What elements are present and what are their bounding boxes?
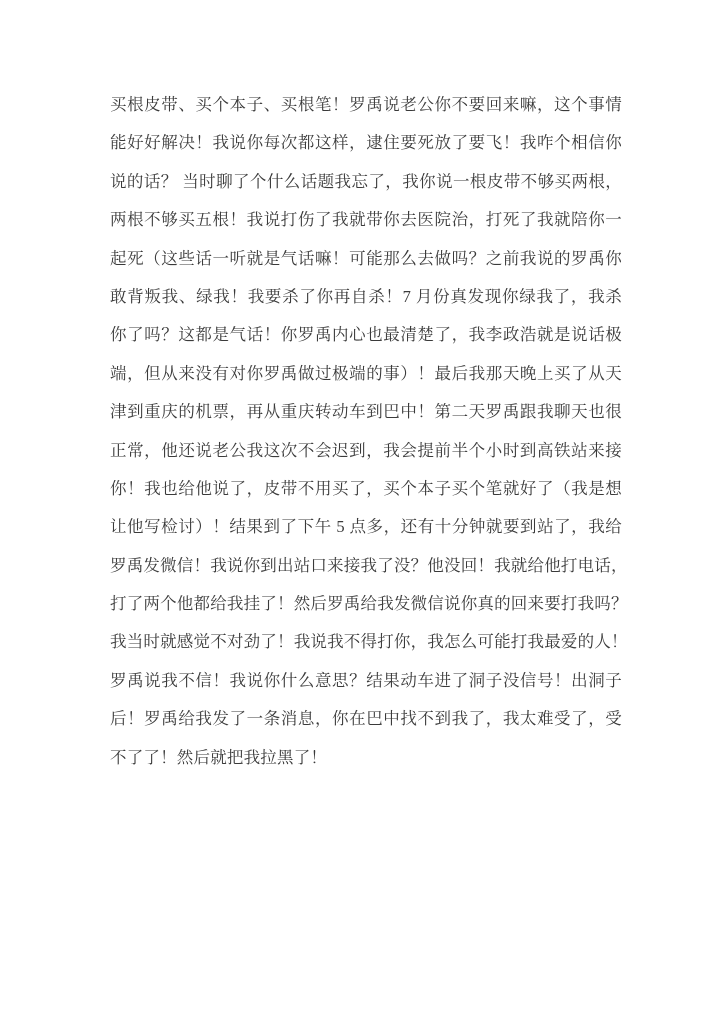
text-line: 我当时就感觉不对劲了！我说我不得打你，我怎么可能打我最爱的人！	[110, 632, 628, 652]
text-line: 让他写检讨）！结果到了下午 5 点多，还有十分钟就要到站了，我给	[110, 517, 622, 537]
text-line: 打了两个他都给我挂了！然后罗禹给我发微信说你真的回来要打我吗？	[110, 594, 628, 614]
text-line: 说的话？ 当时聊了个什么话题我忘了，我你说一根皮带不够买两根，	[110, 171, 622, 191]
text-line: 敢背叛我、绿我！我要杀了你再自杀！7 月份真发现你绿我了，我杀	[110, 286, 622, 306]
text-line: 罗禹发微信！我说你到出站口来接我了没？他没回！我就给他打电话，	[110, 555, 628, 575]
text-line: 端，但从来没有对你罗禹做过极端的事）！最后我那天晚上买了从天	[110, 363, 622, 383]
text-line: 你了吗？这都是气话！你罗禹内心也最清楚了，我李政浩就是说话极	[110, 325, 622, 345]
text-line: 起死（这些话一听就是气话嘛！可能那么去做吗？之前我说的罗禹你	[110, 248, 622, 268]
text-line: 不了了！然后就把我拉黑了！	[110, 747, 328, 767]
document-text	[110, 86, 628, 777]
text-line: 正常，他还说老公我这次不会迟到，我会提前半个小时到高铁站来接	[110, 440, 622, 460]
text-line: 后！罗禹给我发了一条消息，你在巴中找不到我了，我太难受了，受	[110, 709, 622, 729]
text-line: 能好好解决！我说你每次都这样，逮住要死放了要飞！我咋个相信你	[110, 133, 622, 153]
text-line: 津到重庆的机票，再从重庆转动车到巴中！第二天罗禹跟我聊天也很	[110, 402, 622, 422]
text-line: 买根皮带、买个本子、买根笔！罗禹说老公你不要回来嘛，这个事情	[110, 95, 622, 114]
text-line: 你！我也给他说了，皮带不用买了，买个本子买个笔就好了（我是想	[110, 478, 622, 498]
text-line: 罗禹说我不信！我说你什么意思？结果动车进了洞子没信号！出洞子	[110, 670, 622, 690]
text-line: 两根不够买五根！我说打伤了我就带你去医院治，打死了我就陪你一	[110, 210, 622, 230]
